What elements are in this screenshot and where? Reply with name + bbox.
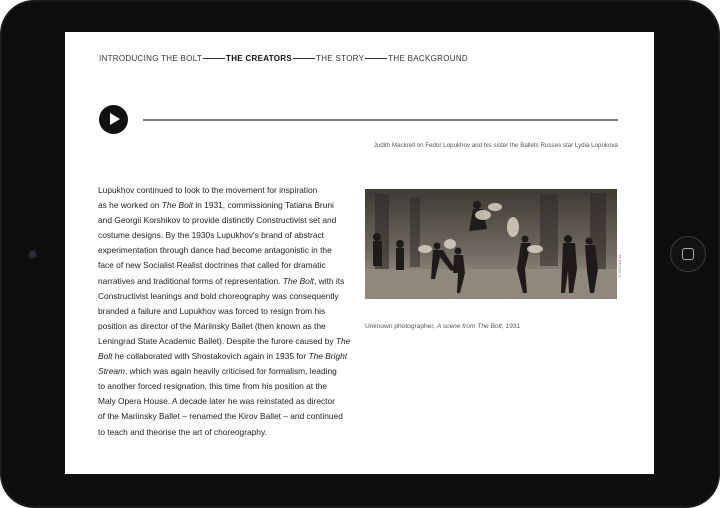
article-text-run: Bolt: [98, 351, 113, 362]
play-icon: [110, 113, 120, 125]
nav-item-story[interactable]: THE STORY: [316, 53, 365, 63]
article-line: [98, 274, 358, 289]
article-text-run: in 1931, commissioning Tatiana Bruni: [193, 200, 334, 211]
photo-caption: [365, 323, 520, 330]
audio-progress-bar[interactable]: [143, 119, 618, 121]
article-text-run: Constructivist leanings and bold choreography was consequently: [98, 290, 339, 301]
app-screen: [65, 32, 654, 474]
article-text-run: The Bolt: [161, 200, 193, 211]
article-text-run: The Bright: [308, 351, 348, 362]
article-line: [98, 183, 358, 198]
nav-item-creators[interactable]: THE CREATORS: [226, 53, 293, 63]
article-line: [98, 198, 358, 213]
article-text-run: Stream: [98, 366, 125, 377]
article-text-run: experimentation through dance had become antagonistic in the: [98, 245, 332, 256]
article-line: [98, 258, 358, 273]
caption-suffix: , 1931: [501, 323, 521, 330]
article-line: [98, 364, 358, 379]
camera-icon: [28, 250, 37, 259]
article-text-run: Maly Opera House. A decade later he was reinstated as director: [98, 396, 335, 407]
article-text-run: as he worked on: [98, 200, 162, 211]
article-text-run: costume designs. By the 1930s Lupukhov's brand of abstract: [98, 230, 324, 241]
article-line: [98, 228, 358, 243]
article-line: [98, 319, 358, 334]
article-line: [98, 334, 358, 349]
article-text-run: and Georgii Korshikov to provide distinctly Constructivist set and: [98, 215, 337, 226]
article-line: [98, 425, 358, 440]
nav-separator: [203, 58, 225, 59]
article-line: [98, 349, 358, 364]
article-text-run: of the Mariinsky Ballet – renamed the Kirov Ballet – and continued: [98, 411, 343, 422]
article-body: [98, 183, 358, 440]
audio-caption: Judith Mackrell on Fedor Lopukhov and his sister the Ballets Russes star Lydia Lopokova: [373, 142, 618, 149]
nav-item-introducing[interactable]: INTRODUCING THE BOLT: [99, 53, 203, 63]
article-line: [98, 213, 358, 228]
play-button[interactable]: [99, 105, 128, 134]
article-line: [98, 243, 358, 258]
home-button[interactable]: [670, 236, 706, 272]
ballet-photo: [365, 189, 617, 299]
nav-item-background[interactable]: THE BACKGROUND: [388, 53, 468, 63]
article-line: [98, 379, 358, 394]
nav-separator: [293, 58, 315, 59]
article-line: [98, 304, 358, 319]
caption-prefix: Unknown photographer,: [365, 323, 437, 330]
article-text-run: , with its: [314, 275, 345, 286]
article-line: [98, 409, 358, 424]
article-text-run: to teach and theorise the art of choreography.: [98, 426, 267, 437]
article-text-run: The Bolt: [282, 275, 315, 286]
article-text-run: branded a failure and Lupukhov was forced to resign from his: [98, 305, 326, 316]
article-text-run: The: [335, 335, 351, 346]
section-nav: [99, 51, 468, 65]
ballet-photo-image: [365, 189, 617, 299]
article-text-run: Lupukhov continued to look to the movement for inspiration: [98, 185, 318, 195]
article-line: [98, 394, 358, 409]
article-text-run: Leningrad State Academic Ballet). Despite the furore caused by: [98, 335, 336, 346]
photo-credit: © SPbGMTiMI: [618, 254, 622, 277]
nav-separator: [365, 58, 387, 59]
article-text-run: face of new Socialist Realist doctrines that called for dramatic: [98, 260, 326, 271]
home-square-icon: [682, 248, 694, 260]
article-text-run: to another forced resignation, this time from his position at the: [98, 381, 328, 392]
article-text-run: narratives and traditional forms of representation.: [98, 275, 283, 286]
article-text-run: , which was again heavily criticised for formalism, leading: [125, 366, 337, 377]
article-line: [98, 289, 358, 304]
article-text-run: position as director of the Mariinsky Ballet (then known as the: [98, 320, 326, 331]
caption-title: A scene from The Bolt: [436, 323, 502, 330]
article-text-run: he collaborated with Shostakovich again in 1935 for: [112, 351, 309, 362]
